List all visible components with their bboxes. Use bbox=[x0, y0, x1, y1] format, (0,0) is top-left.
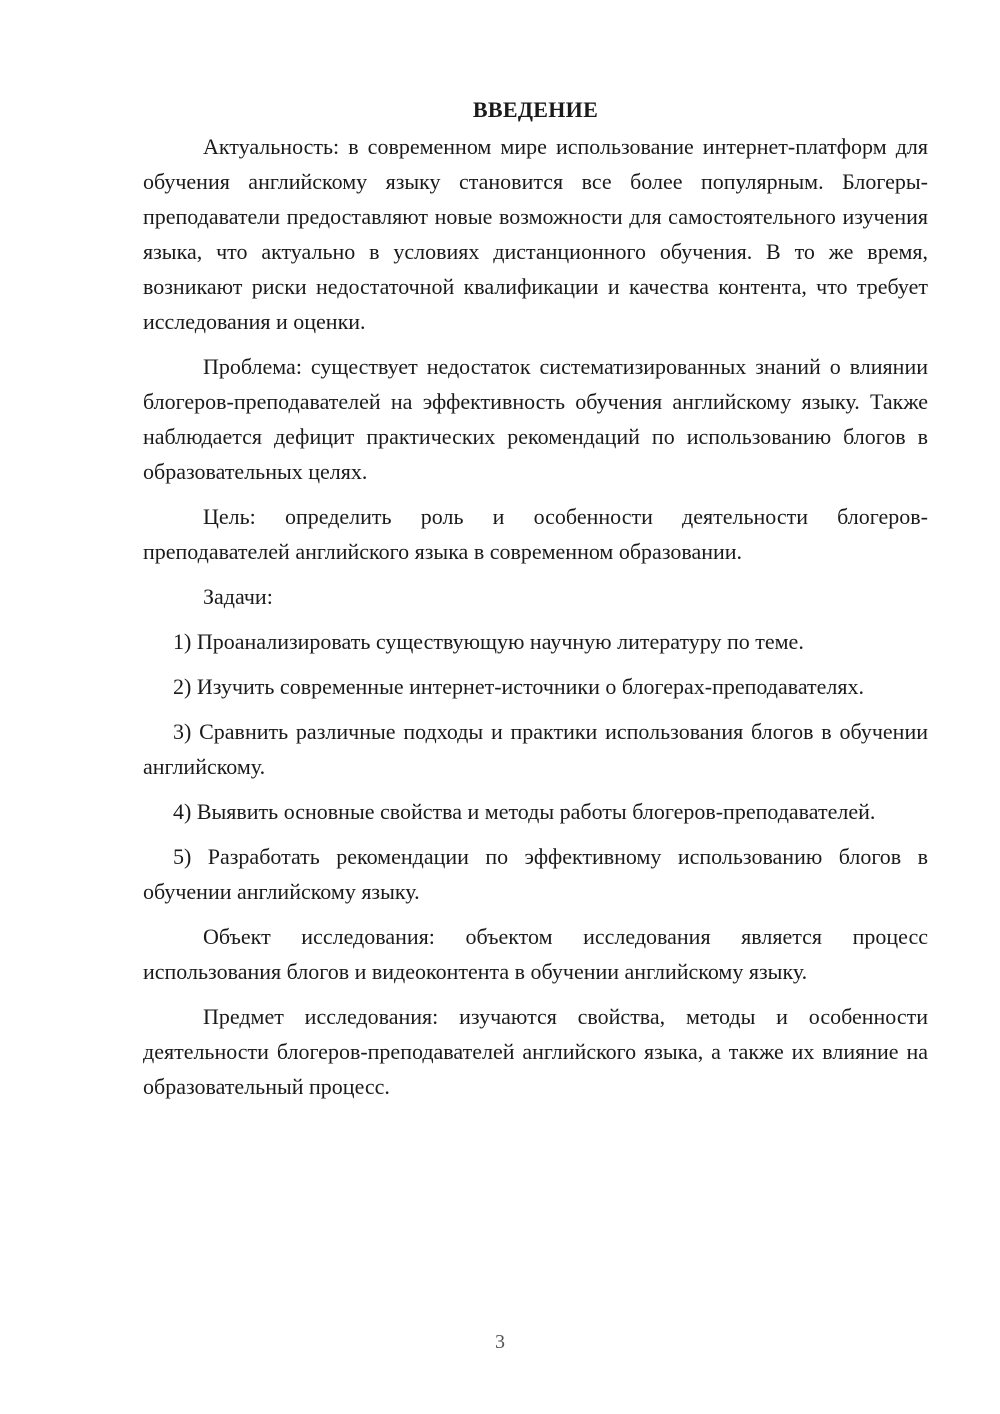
page-title: ВВЕДЕНИЕ bbox=[472, 97, 599, 122]
paragraph-object: Объект исследования: объектом исследования является процесс использования блогов и видеоконтента в обучении английскому языку. bbox=[143, 924, 928, 984]
page-number: 3 bbox=[495, 1331, 505, 1353]
paragraph-subject: Предмет исследования: изучаются свойства, методы и особенности деятельности блогеров-преподавателей английского языка, а также их влияние на образовательный процесс. bbox=[143, 1004, 928, 1099]
paragraph-relevance: Актуальность: в современном мире использование интернет-платформ для обучения английскому языку становится все более популярным. Блогеры-преподаватели предоставляют новые возможности для самостоятельного изучения языка, что актуально в условиях дистанционного обучения. В то же время, возникают риски недостаточной квалификации и качества контента, что требует исследования и оценки. bbox=[143, 134, 928, 334]
task-item: 1) Проанализировать существующую научную литературу по теме. bbox=[173, 629, 804, 654]
task-item: 5) Разработать рекомендации по эффективному использованию блогов в обучении английскому языку. bbox=[143, 844, 928, 904]
document-page bbox=[143, 92, 928, 1114]
task-item: 3) Сравнить различные подходы и практики использования блогов в обучении английскому. bbox=[143, 719, 928, 779]
task-item: 4) Выявить основные свойства и методы работы блогеров-преподавателей. bbox=[173, 799, 876, 824]
task-item: 2) Изучить современные интернет-источники о блогерах-преподавателях. bbox=[173, 674, 865, 699]
paragraph-tasks-heading: Задачи: bbox=[203, 584, 273, 609]
paragraph-problem: Проблема: существует недостаток систематизированных знаний о влиянии блогеров-преподавателей на эффективность обучения английскому языку. Также наблюдается дефицит практических рекомендаций по использованию блогов в образовательных целях. bbox=[143, 354, 928, 484]
paragraph-goal: Цель: определить роль и особенности деятельности блогеров-преподавателей английского языка в современном образовании. bbox=[143, 504, 928, 564]
